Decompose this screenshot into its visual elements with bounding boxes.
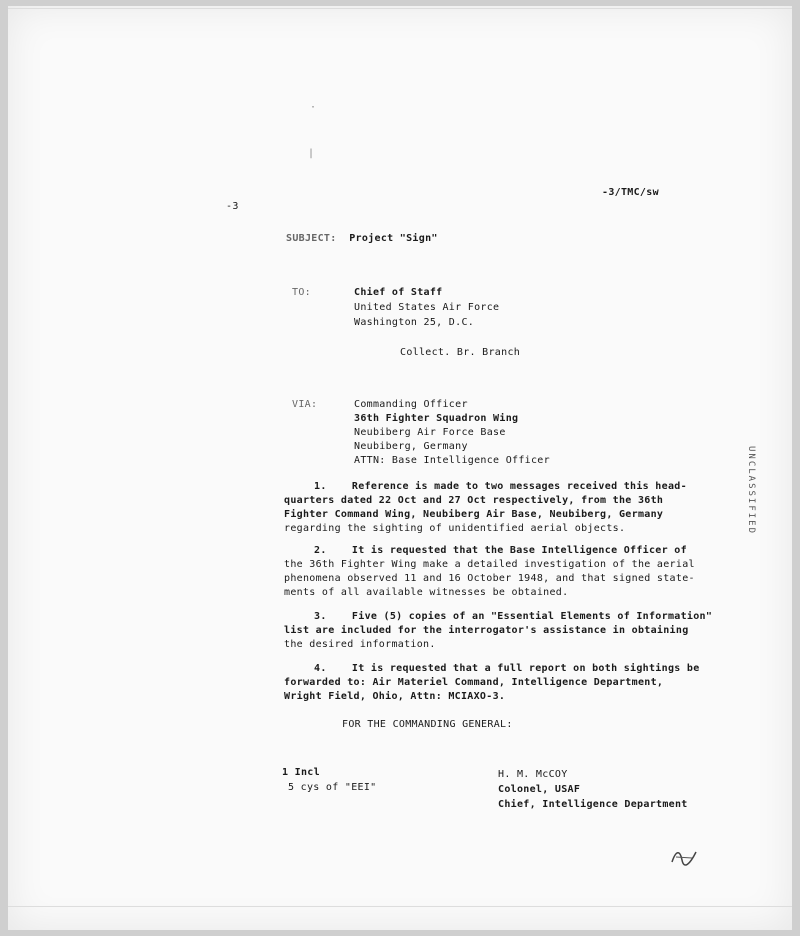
signature-title: Chief, Intelligence Department: [498, 799, 688, 810]
to-label: TO:: [292, 287, 311, 298]
para3-line-3: the desired information.: [284, 639, 436, 650]
to-line-5: Collect. Br. Branch: [400, 347, 521, 358]
para1-line-2: quarters dated 22 Oct and 27 Oct respectively, from the 36th: [284, 495, 664, 506]
para2-line-3: phenomena observed 11 and 16 October 1948, and that signed state-: [284, 573, 695, 584]
para3-line-2: list are included for the interrogator's assistance in obtaining: [284, 625, 689, 636]
margin-stamp: UNCLASSIFIED: [746, 446, 756, 536]
handwritten-mark-icon: [670, 848, 698, 866]
signature-rank: Colonel, USAF: [498, 784, 581, 795]
document-page: [8, 6, 792, 930]
signature-name: H. M. McCOY: [498, 769, 568, 780]
addressee-line-2: 36th Fighter Squadron Wing: [354, 413, 519, 424]
para2-line-1: 2. It is requested that the Base Intelligence Officer of: [314, 545, 687, 556]
para2-line-2: the 36th Fighter Wing make a detailed investigation of the aerial: [284, 559, 695, 570]
para4-line-3: Wright Field, Ohio, Attn: MCIAXO-3.: [284, 691, 506, 702]
addressee-line-5: ATTN: Base Intelligence Officer: [354, 455, 550, 466]
addressee-line-4: Neubiberg, Germany: [354, 441, 468, 452]
para1-line-4: regarding the sighting of unidentified aerial objects.: [284, 523, 626, 534]
para4-line-1: 4. It is requested that a full report on both sightings be: [314, 663, 700, 674]
to-line-1: Chief of Staff: [354, 287, 443, 298]
para4-line-2: forwarded to: Air Materiel Command, Intelligence Department,: [284, 677, 664, 688]
para3-line-1: 3. Five (5) copies of an "Essential Elements of Information": [314, 611, 713, 622]
scan-edge: [8, 906, 792, 907]
to-line-2: United States Air Force: [354, 302, 500, 313]
addressee-line-1: Commanding Officer: [354, 399, 468, 410]
para1-line-1: 1. Reference is made to two messages received this head-: [314, 481, 687, 492]
addressee-line-3: Neubiberg Air Force Base: [354, 427, 506, 438]
reference-code: -3/TMC/sw: [602, 187, 659, 198]
command-line: FOR THE COMMANDING GENERAL:: [342, 719, 513, 730]
scan-edge: [8, 8, 792, 9]
para2-line-4: ments of all available witnesses be obtained.: [284, 587, 569, 598]
via-label: VIA:: [292, 399, 318, 410]
scan-mark: ·: [310, 102, 317, 113]
para1-line-3: Fighter Command Wing, Neubiberg Air Base, Neubiberg, Germany: [284, 509, 664, 520]
to-line-3: Washington 25, D.C.: [354, 317, 475, 328]
inclosure-description: 5 cys of "EEI": [288, 782, 377, 793]
scan-mark: |: [308, 148, 315, 159]
reference-left: -3: [226, 201, 239, 212]
inclosure-count: 1 Incl: [282, 767, 320, 778]
subject-line: SUBJECT: Project "Sign": [286, 233, 438, 244]
